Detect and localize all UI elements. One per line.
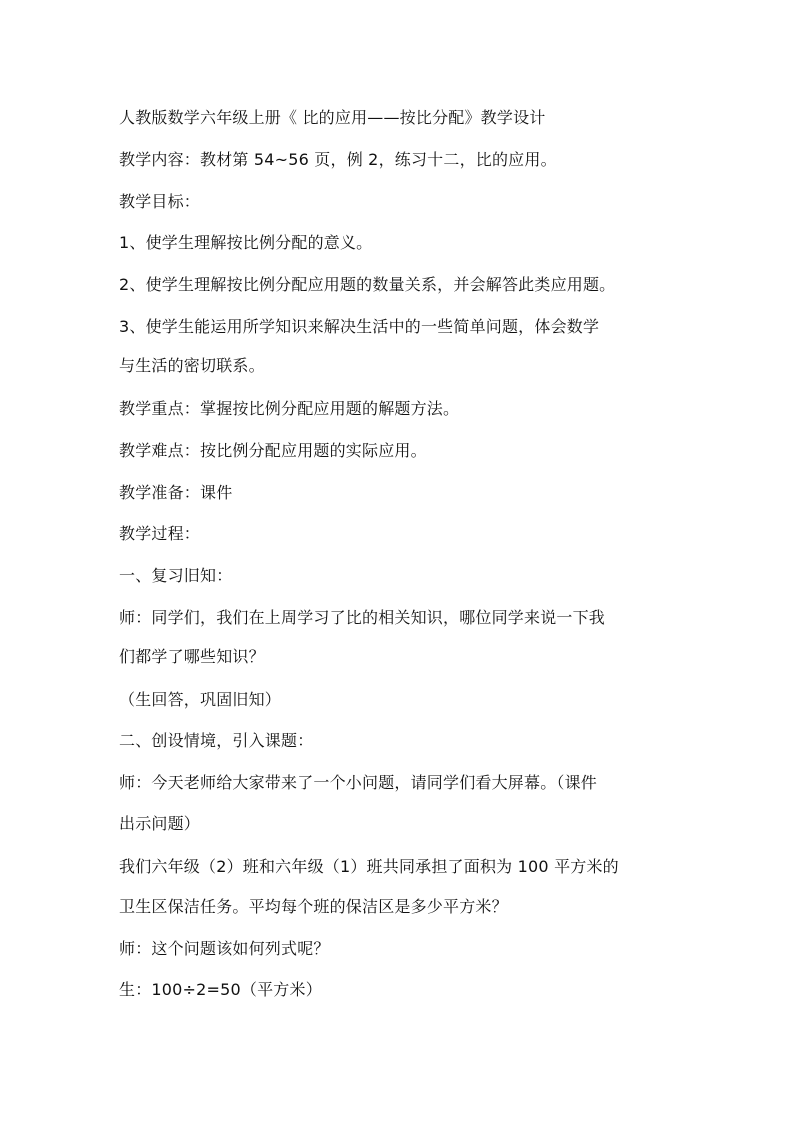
teacher-question: 师：这个问题该如何列式呢？ [119, 939, 330, 958]
teaching-content: 教学内容：教材第 54~56 页，例 2，练习十二，比的应用。 [119, 150, 557, 169]
goal-2: 2、使学生理解按比例分配应用题的数量关系，并会解答此类应用题。 [119, 275, 616, 294]
student-answer-note: （生回答，巩固旧知） [119, 690, 282, 709]
section-situation-heading: 二、创设情境，引入课题： [119, 731, 314, 750]
key-point: 教学重点：掌握按比例分配应用题的解题方法。 [119, 399, 460, 418]
section-review-heading: 一、复习旧知： [119, 566, 233, 585]
student-answer: 生：100÷2=50（平方米） [119, 980, 322, 999]
goal-1: 1、使学生理解按比例分配的意义。 [119, 233, 373, 252]
preparation: 教学准备：课件 [119, 483, 233, 502]
goal-3-continued: 与生活的密切联系。 [119, 356, 265, 375]
teacher-line-1-continued: 们都学了哪些知识？ [119, 647, 265, 666]
teacher-line-1: 师：同学们，我们在上周学习了比的相关知识，哪位同学来说一下我 [119, 608, 606, 627]
problem-statement-continued: 卫生区保洁任务。平均每个班的保洁区是多少平方米？ [119, 897, 508, 916]
problem-statement: 我们六年级（2）班和六年级（1）班共同承担了面积为 100 平方米的 [119, 857, 619, 876]
goals-heading: 教学目标： [119, 192, 201, 211]
teacher-line-2: 师：今天老师给大家带来了一个小问题，请同学们看大屏幕。（课件 [119, 773, 598, 792]
teacher-line-2-continued: 出示问题） [119, 814, 201, 833]
process-heading: 教学过程： [119, 524, 201, 543]
goal-3: 3、使学生能运用所学知识来解决生活中的一些简单问题，体会数学 [119, 317, 600, 336]
difficult-point: 教学难点：按比例分配应用题的实际应用。 [119, 441, 427, 460]
document-title: 人教版数学六年级上册《 比的应用——按比分配》教学设计 [119, 108, 546, 127]
